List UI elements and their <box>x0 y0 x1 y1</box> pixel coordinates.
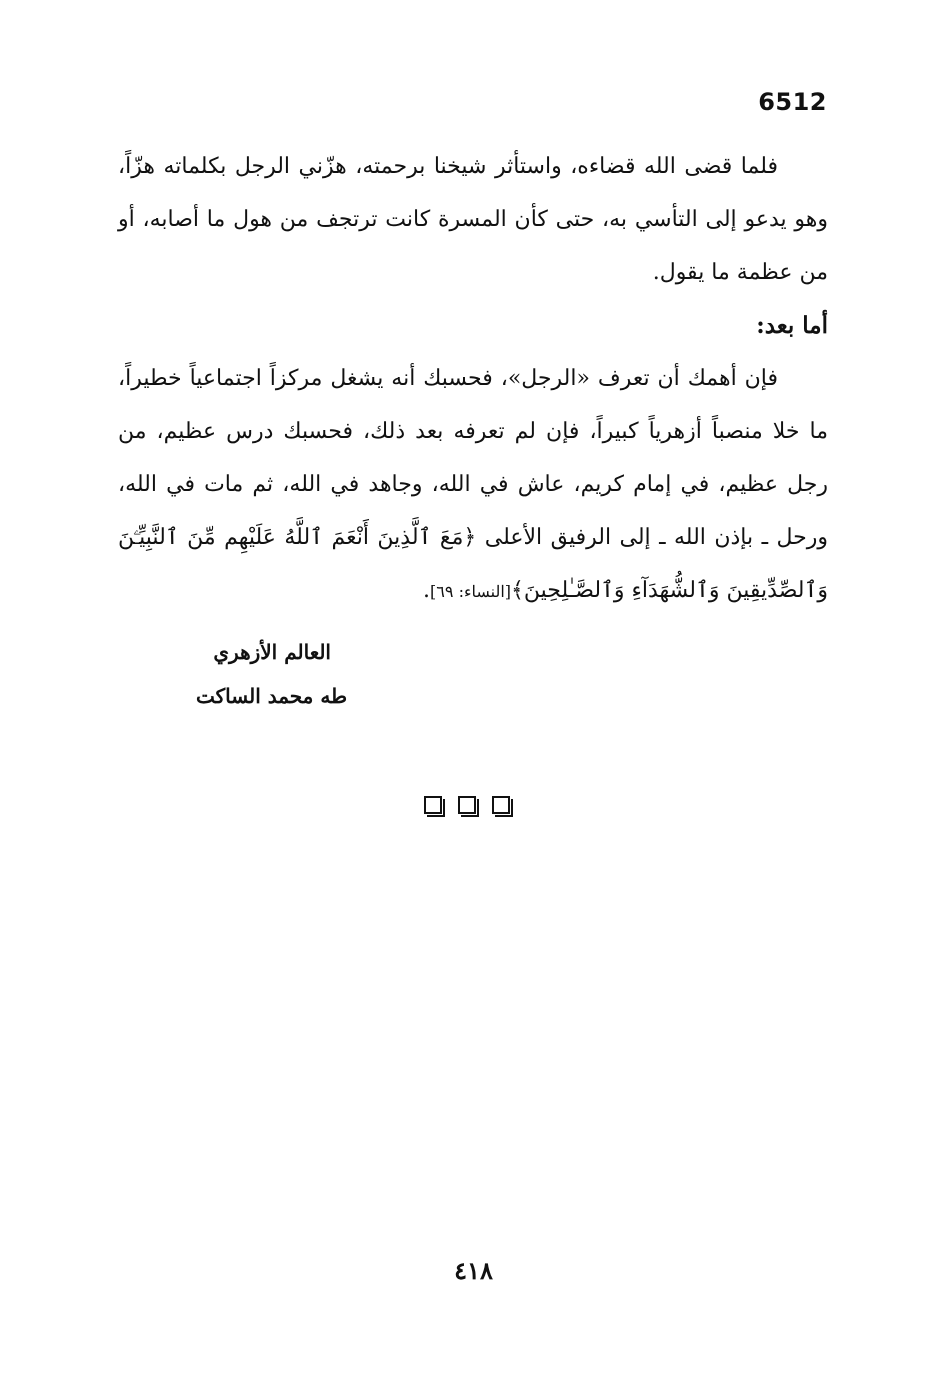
page-id: 6512 <box>758 88 827 116</box>
intro-paragraph: فلما قضى الله قضاءه، واستأثر شيخنا برحمته، هزّني الرجل بكلماته هزّاً، وهو يدعو إلى التأسي به، حتى كأن المسرة كانت ترتجف من هول ما أصابه، أو من عظمة ما يقول. <box>118 154 828 285</box>
quran-verse: ﴿مَعَ ٱلَّذِينَ أَنْعَمَ ٱللَّهُ عَلَيْهِم مِّنَ ٱلنَّبِيِّـۧنَ وَٱلصِّدِّيقِينَ وَٱلشُّهَدَآءِ وَٱلصَّـٰلِحِينَ﴾ <box>118 525 828 603</box>
section-heading: أما بعد: <box>756 312 828 339</box>
section-separator <box>424 796 510 814</box>
verse-citation: [النساء: ٦٩] <box>430 582 512 601</box>
main-text: فإن أهمك أن تعرف «الرجل»، فحسبك أنه يشغل مركزاً اجتماعياً خطيراً، ما خلا منصباً أزهرياً كبيراً، فإن لم تعرفه بعد ذلك، فحسبك درس عظيم، من رجل عظيم، في إمام كريم، عاش في الله، وجاهد في الله، ثم مات في الله، ورحل ـ بإذن الله ـ إلى الرفيق الأعلى <box>118 366 828 550</box>
signature-title: العالم الأزهري <box>213 640 331 664</box>
body-text <box>118 140 828 618</box>
main-paragraph <box>118 352 828 618</box>
page-number: ٤١٨ <box>454 1256 493 1285</box>
signature-name: طه محمد الساكت <box>196 684 347 708</box>
square-ornament-icon <box>424 796 442 814</box>
square-ornament-icon <box>492 796 510 814</box>
end-mark: . <box>423 578 431 603</box>
square-ornament-icon <box>458 796 476 814</box>
signature <box>196 640 347 708</box>
